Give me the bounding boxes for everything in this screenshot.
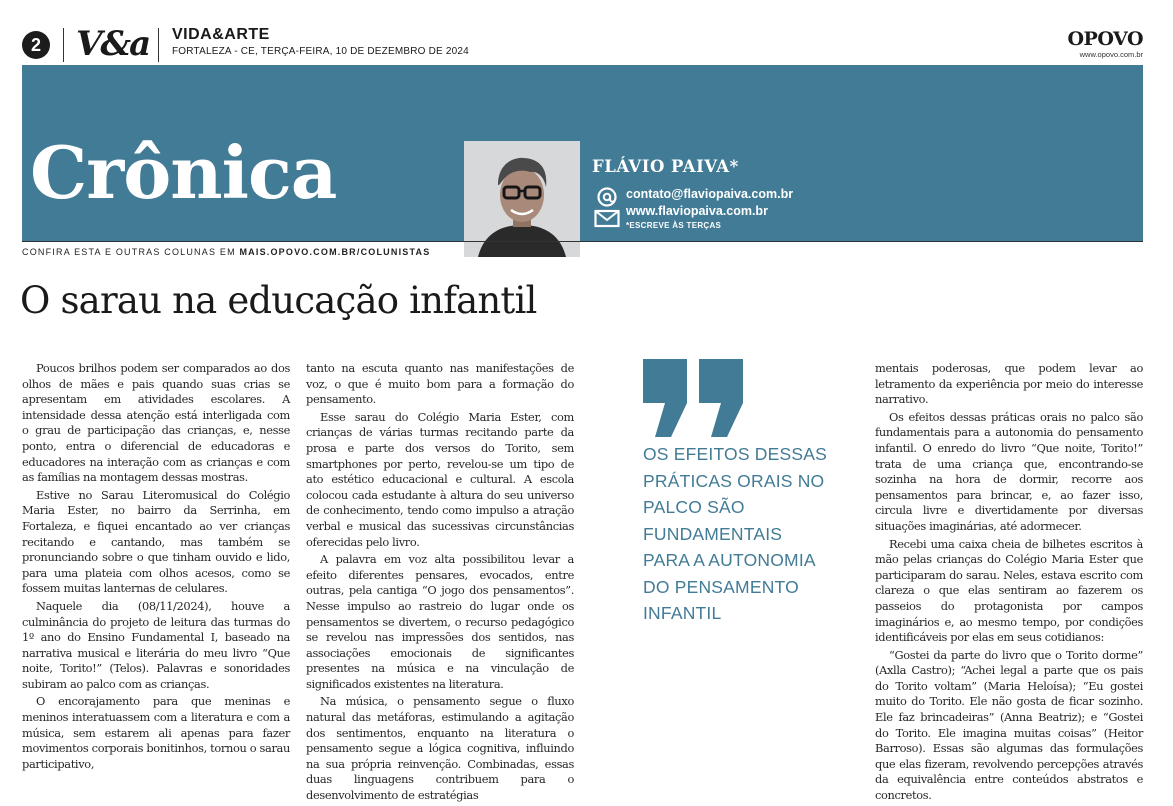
dateline: FORTALEZA - CE, TERÇA-FEIRA, 10 DE DEZEMBRO DE 2024 — [172, 46, 469, 57]
article-column-2 — [306, 361, 574, 806]
author-name: FLÁVIO PAIVA* — [592, 157, 739, 176]
author-photo — [464, 141, 580, 257]
contact-icon — [594, 187, 620, 229]
author-email[interactable]: contato@flaviopaiva.com.br — [626, 187, 794, 201]
section-name: VIDA&ARTE — [172, 26, 270, 43]
paragraph: Na música, o pensamento segue o fluxo natural das metáforas, estimulando a agitação dos sentimentos, enquanto na literatura o pensamento segue a lógica cognitiva, influindo na sua própria reinvenção. Combinadas, essas duas linguagens contribuem para o desenvolvimento de estratégias — [306, 694, 574, 803]
more-columns-prefix: CONFIRA ESTA E OUTRAS COLUNAS EM — [22, 247, 240, 257]
paragraph: Os efeitos dessas práticas orais no palco são fundamentais para a autonomia do pensamento infantil. O enredo do livro “Que noite, Torito!” trata de uma criança que, encontrando-se sozinha na hora de dormir, recorre aos pensamentos para brincar, e, ao fazer isso, circula livre e divertidamente por diversas situações imaginárias, até adormecer. — [875, 409, 1143, 533]
publisher-url[interactable]: www.opovo.com.br — [1079, 50, 1143, 59]
more-columns-line — [22, 247, 430, 257]
author-photo-icon — [464, 141, 580, 257]
header-separator — [158, 28, 159, 62]
paragraph: Esse sarau do Colégio Maria Ester, com crianças de várias turmas recitando parte da prosa e parte dos versos do Torito, sem smartphones por perto, revelou-se um tipo de ato estético educacional e cultural. A escola colocou cada estudante à altura do seu universo de conhecimento, tendo como impulso a atração verbal e musical das sucessivas circunstâncias oferecidas pelo livro. — [306, 409, 574, 549]
article-column-4 — [875, 361, 1143, 806]
paragraph: Naquele dia (08/11/2024), houve a culminância do projeto de leitura das turmas do 1º ano do Ensino Fundamental I, baseado na narrativa musical e literária do meu livro “Que noite, Torito!” (Telos). Palavras e sonoridades subiram ao palco com as crianças. — [22, 598, 290, 691]
quote-mark-icon — [643, 359, 747, 437]
paragraph: Recebi uma caixa cheia de bilhetes escritos à mão pelas crianças do Colégio Maria Ester que participaram do sarau. Neles, estava escrito com clareza o que elas sentiram ao fazerem os passeios do protagonista por campos imaginários e, ao mesmo tempo, por condições identificáveis por elas em seus cotidianos: — [875, 536, 1143, 645]
paragraph: tanto na escuta quanto nas manifestações de voz, o que é muito bom para a formação do pensamento. — [306, 361, 574, 407]
paragraph: O encorajamento para que meninas e meninos interatuassem com a literatura e com a música, sem estarem ali apenas para fazer movimentos corporais bonitinhos, tornou o sarau participativo, — [22, 694, 290, 771]
column-banner — [22, 65, 1143, 241]
pull-quote: OS EFEITOS DESSAS PRÁTICAS ORAIS NO PALCO SÃO FUNDAMENTAIS PARA A AUTONOMIA DO PENSAMENTO INFANTIL — [643, 444, 827, 623]
paragraph: “Gostei da parte do livro que o Torito dorme” (Axlla Castro); “Achei legal a parte que os pais do Torito voltam” (Maria Heloísa); “Eu gostei muito do Torito. Ele não gosta de ficar sozinho. Ele faz brincadeiras” (Anna Beatriz); e “Gostei do Torito. Ele imagina muitas coisas” (Heitor Barroso). Essas são algumas das formulações que elas fizeram, revolvendo percepções através da equivalência entre conteúdos abstratos e concretos. — [875, 647, 1143, 803]
article-headline: O sarau na educação infantil — [20, 279, 537, 322]
page-number: 2 — [22, 31, 50, 59]
author-website[interactable]: www.flaviopaiva.com.br — [626, 204, 768, 218]
section-logo: V&a — [76, 24, 150, 64]
more-columns-link[interactable]: MAIS.OPOVO.COM.BR/COLUNISTAS — [239, 247, 431, 257]
header-separator — [63, 28, 64, 62]
paragraph: A palavra em voz alta possibilitou levar a efeito diferentes pensares, evocados, entre outras, pela cantiga “O jogo dos pensamentos”. Nesse impulso ao rastreio do lugar onde os pensamentos se divertem, o recurso pedagógico se revelou nas impressões dos sentidos, nas associações emocionais de significantes presentes na música e na vinculação de significados existentes na literatura. — [306, 552, 574, 691]
article-column-1 — [22, 361, 290, 774]
paragraph: Estive no Sarau Literomusical do Colégio Maria Ester, no bairro da Serrinha, em Fortaleza, e fiquei encantado ao ver crianças recitando e cantando, mas também se pronunciando sobre o que tinham ouvido e lido, para uma plateia com olhos acesos, como se fossem muitas lanternas de celulares. — [22, 487, 290, 596]
paragraph: mentais poderosas, que podem levar ao letramento da experiência por meio do interesse narrativo. — [875, 361, 1143, 407]
column-title: Crônica — [30, 130, 337, 215]
banner-rule — [22, 241, 1143, 242]
column-schedule-note: *ESCREVE ÀS TERÇAS — [626, 221, 722, 230]
publisher-logo: OPOVO — [1067, 28, 1143, 50]
paragraph: Poucos brilhos podem ser comparados ao dos olhos de mães e pais quando suas crias se apresentam em atividades escolares. A intensidade dessa atenção está interligada com o grau de participação das crianças, e, nesse ponto, entra o diferencial de educadoras e educadores na interação com as crianças e com as famílias na montagem dessas mostras. — [22, 361, 290, 485]
